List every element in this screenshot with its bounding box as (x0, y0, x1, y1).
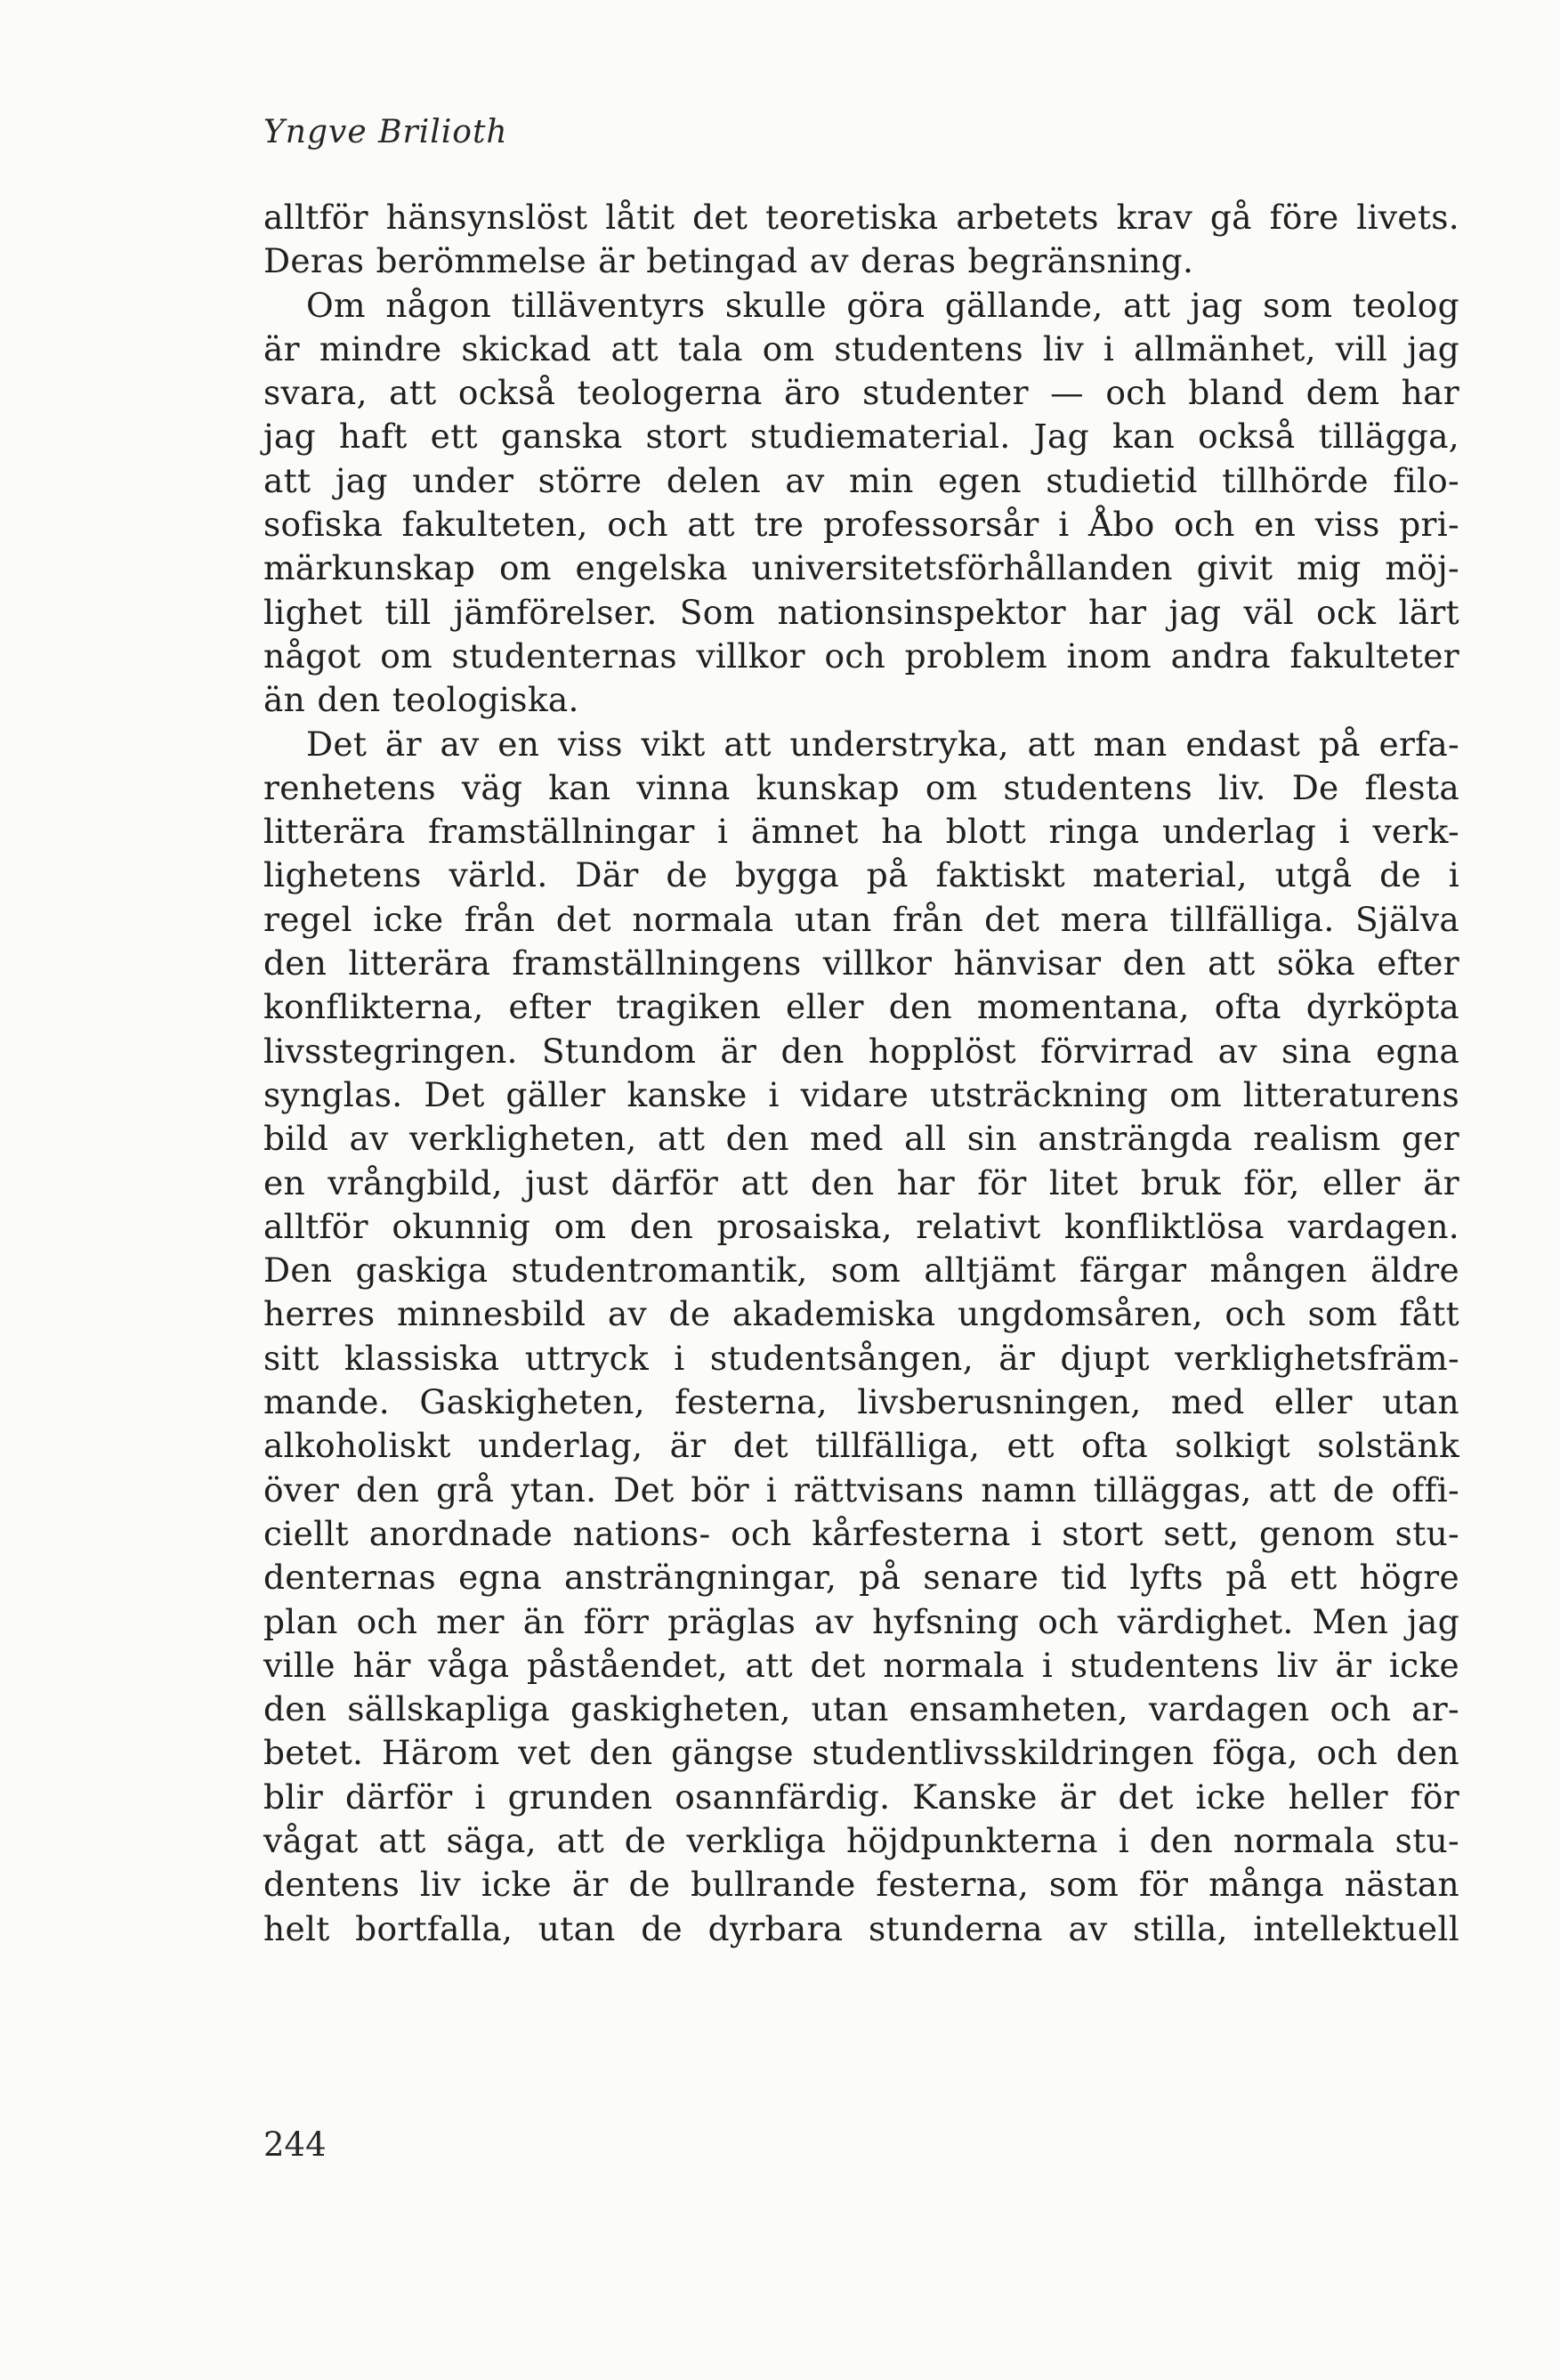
text-line: lighetens värld. Där de bygga på faktiskt material, utgå de i (263, 855, 1459, 895)
text-line: alltför okunnig om den prosaiska, relativt konfliktlösa vardagen. (263, 1206, 1459, 1246)
running-head-author: Yngve Brilioth (263, 114, 508, 150)
text-line: över den grå ytan. Det bör i rättvisans namn tilläggas, att de offi- (263, 1469, 1459, 1510)
text-line: mande. Gaskigheten, festerna, livsberusningen, med eller utan (263, 1382, 1459, 1422)
text-line: Om någon tilläventyrs skulle göra gällande, att jag som teolog (306, 285, 1459, 325)
text-line: bild av verkligheten, att den med all sin ansträngda realism ger (263, 1119, 1459, 1159)
text-line: den sällskapliga gaskigheten, utan ensamheten, vardagen och ar- (263, 1689, 1459, 1729)
text-line: blir därför i grunden osannfärdig. Kanske är det icke heller för (263, 1777, 1459, 1817)
text-line: är mindre skickad att tala om studentens liv i allmänhet, vill jag (263, 328, 1459, 368)
text-line: konflikterna, efter tragiken eller den momentana, ofta dyrköpta (263, 987, 1459, 1027)
text-line: märkunskap om engelska universitetsförhållanden givit mig möj- (263, 548, 1459, 588)
text-line: betet. Härom vet den gängse studentlivsskildringen föga, och den (263, 1733, 1459, 1773)
text-line: alltför hänsynslöst låtit det teoretiska arbetets krav gå före livets. (263, 198, 1459, 237)
text-line: än den teologiska. (263, 680, 579, 720)
text-line: lighet till jämförelser. Som nationsinspektor har jag väl ock lärt (263, 592, 1459, 632)
text-line: Deras berömmelse är betingad av deras begränsning. (263, 241, 1194, 281)
text-line: något om studenternas villkor och problem inom andra fakulteter (263, 635, 1459, 676)
text-line: litterära framställningar i ämnet ha blott ringa underlag i verk- (263, 812, 1459, 852)
text-line: ciellt anordnade nations- och kårfesterna i stort sett, genom stu- (263, 1513, 1459, 1553)
body-text (263, 196, 1459, 1951)
text-line: livsstegringen. Stundom är den hopplöst förvirrad av sina egna (263, 1031, 1459, 1071)
text-line: en vrångbild, just därför att den har för litet bruk för, eller är (263, 1162, 1459, 1202)
text-line: renhetens väg kan vinna kunskap om studentens liv. De flesta (263, 767, 1459, 807)
text-line: jag haft ett ganska stort studiematerial. Jag kan också tillägga, (263, 417, 1459, 457)
text-line: denternas egna ansträngningar, på senare tid lyfts på ett högre (263, 1558, 1459, 1598)
text-line: herres minnesbild av de akademiska ungdomsåren, och som fått (263, 1294, 1459, 1334)
text-line: vågat att säga, att de verkliga höjdpunkterna i den normala stu- (263, 1820, 1459, 1860)
text-line: Den gaskiga studentromantik, som alltjämt färgar mången äldre (263, 1251, 1459, 1291)
text-line: alkoholiskt underlag, är det tillfälliga, ett ofta solkigt solstänk (263, 1426, 1459, 1466)
text-line: den litterära framställningens villkor hänvisar den att söka efter (263, 943, 1459, 984)
text-line: ville här våga påståendet, att det normala i studentens liv är icke (263, 1645, 1459, 1685)
text-line: synglas. Det gäller kanske i vidare utsträckning om litteraturens (263, 1074, 1459, 1114)
text-line: dentens liv icke är de bullrande festerna, som för många nästan (263, 1865, 1459, 1905)
text-line: sofiska fakulteten, och att tre professorsår i Åbo och en viss pri- (263, 505, 1459, 545)
page-number: 244 (263, 2125, 327, 2164)
text-line: regel icke från det normala utan från det mera tillfälliga. Själva (263, 899, 1459, 939)
text-line: att jag under större delen av min egen studietid tillhörde filo- (263, 460, 1459, 500)
text-line: svara, att också teologerna äro studenter — och bland dem har (263, 373, 1459, 413)
text-line: helt bortfalla, utan de dyrbara stunderna av stilla, intellektuell (263, 1908, 1459, 1948)
text-line: plan och mer än förr präglas av hyfsning och värdighet. Men jag (263, 1601, 1459, 1641)
text-line: Det är av en viss vikt att understryka, att man endast på erfa- (306, 724, 1459, 764)
text-line: sitt klassiska uttryck i studentsången, är djupt verklighetsfräm- (263, 1338, 1459, 1378)
